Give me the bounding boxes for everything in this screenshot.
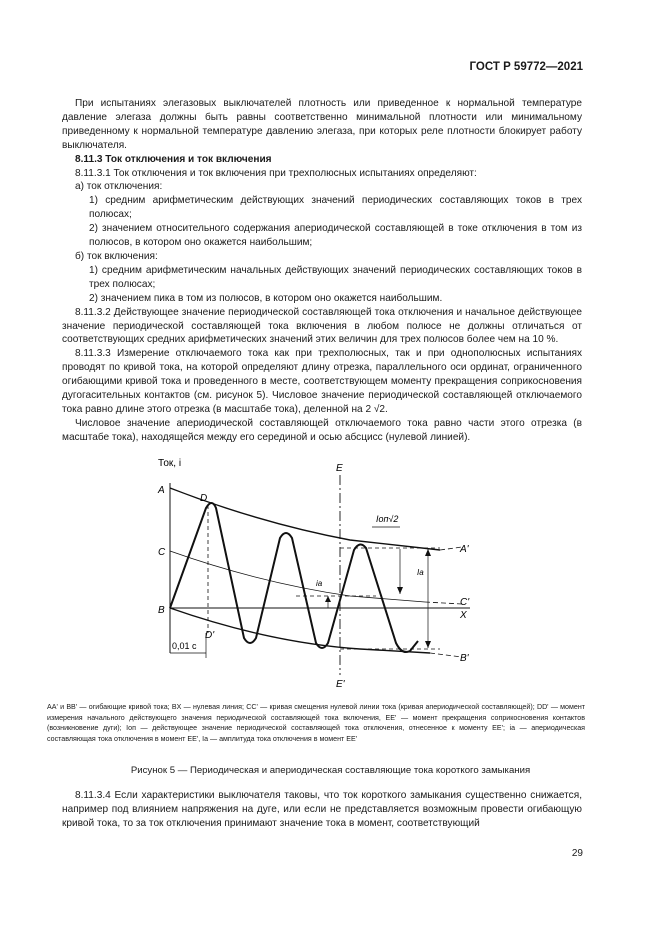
paragraph-8-11-3-1: 8.11.3.1 Ток отключения и ток включения при трехполюсных испытаниях определяют: (75, 167, 477, 179)
list-item-a2: 2) значением относительного содержания апериодической составляющей в токе отключения в том из полюсов, в котором оно окажется наибольшим; (89, 223, 582, 249)
y-axis-label: Ток, i (158, 458, 182, 469)
label-a-prime: A' (460, 544, 469, 555)
arrowhead-half (397, 587, 403, 594)
list-item-a: а) ток отключения: (75, 181, 163, 193)
label-d-prime: D' (205, 630, 215, 641)
paragraph-aperiodic: Числовое значение апериодической составляющей отключаемого тока равно части этого отрезка (в масштабе тока), находящейся между его серединой и осью абсцисс (нулевой линией). (62, 417, 582, 443)
sentence-end: . (385, 403, 388, 415)
figure-legend: AA' и BB' — огибающие кривой тока; BX — нулевая линия; CC' — кривая смещения нулевой линии тока (кривая апериодической составляющей); DD' — момент измерения начального действующего значения периодической составляющей тока включения, EE' — момент прекращения соприкосновения контактов (возникновение дуги); Iоп — действующее значение периодической составляющей тока отключения, отнесенное к моменту EE'; ia — апериодическая составляющая тока отключения в момент EE', Ia — амплитуда тока отключения в момент EE' (47, 703, 585, 743)
paragraph-8-11-3-3-text: 8.11.3.3 Измерение отключаемого тока как при трехполюсных, так и при однополюсных испытаниях проводят по кривой тока, на которой определяют длину отрезка, параллельного оси ординат, ограниченного огибающими кривой тока и проведенного в месте, соответствующем моменту прекращения соприкосновения дугогасительных контактов (см. рисунок 5). Числовое значение периодической составляющей отключаемого тока равно длине этого отрезка (в масштабе тока), деленной на 2 (62, 348, 582, 415)
section-heading: 8.11.3 Ток отключения и ток включения (75, 153, 272, 165)
list-item-a1: 1) средним арифметическим действующих значений периодических составляющих токов в трех полюсах; (89, 195, 582, 221)
arrowhead-up (425, 549, 431, 556)
label-ia: ia (316, 579, 323, 588)
offset-curve-cc-dashed (425, 602, 462, 604)
paragraph-8-11-3-3 (62, 347, 582, 417)
list-item-b: б) ток включения: (75, 250, 158, 262)
arrowhead-ia (325, 596, 331, 602)
list-item-b1: 1) средним арифметическим начальных действующих значений периодических составляющих токов в трех полюсах; (89, 264, 582, 290)
figure-caption: Рисунок 5 — Периодическая и апериодическая составляющие тока короткого замыкания (130, 765, 531, 776)
label-time-mark: 0,01 с (172, 641, 197, 651)
label-x: X (460, 610, 467, 621)
paragraph-8-11-3-4: 8.11.3.4 Если характеристики выключателя таковы, что ток короткого замыкания существенно снижается, например под влиянием напряжения на дуге, или если не представляется возможным провести огибающую кривой тока, то за ток отключения принимают значение тока в момент, соответствующий (62, 790, 582, 829)
envelope-aa-dashed (440, 547, 462, 550)
sqrt-two: √2 (373, 403, 386, 415)
label-e: E (336, 463, 343, 474)
label-amplitude: Ia (417, 568, 424, 577)
label-d: D (200, 493, 208, 504)
page-number: 29 (571, 848, 583, 859)
label-ion-sqrt2: Iоп√2 (376, 514, 399, 524)
list-item-b2: 2) значением пика в том из полюсов, в котором оно окажется наибольшим. (89, 292, 443, 304)
label-c-prime: C' (460, 597, 470, 608)
envelope-bb-dashed (430, 653, 462, 657)
label-e-prime: E' (336, 679, 345, 690)
arrowhead-down (425, 641, 431, 648)
label-b-prime: B' (460, 653, 469, 664)
main-text (62, 97, 582, 445)
document-id: ГОСТ Р 59772—2021 (469, 61, 583, 73)
paragraph-8-11-3-2: 8.11.3.2 Действующее значение периодической составляющей тока отключения и начальное действующее значение периодической составляющей тока включения в любом полюсе не должны отличаться от соответствующих средних арифметических значений этих величин для трех полюсов более чем на 10 %. (62, 306, 582, 346)
figure-5-diagram (140, 453, 510, 693)
label-c: C (158, 547, 166, 558)
intro-paragraph: При испытаниях элегазовых выключателей плотность или приведенное к нормальной температуре давление элегаза должны быть равны соответственно минимальной плотности или минимальному приведенному к нормальной температуре давлению элегаза, при которых реле плотности блокирует работу выключателя. (62, 98, 582, 151)
envelope-aa (170, 488, 440, 550)
label-b: B (158, 605, 165, 616)
continuation-text (62, 789, 582, 831)
label-a: A (158, 485, 165, 496)
